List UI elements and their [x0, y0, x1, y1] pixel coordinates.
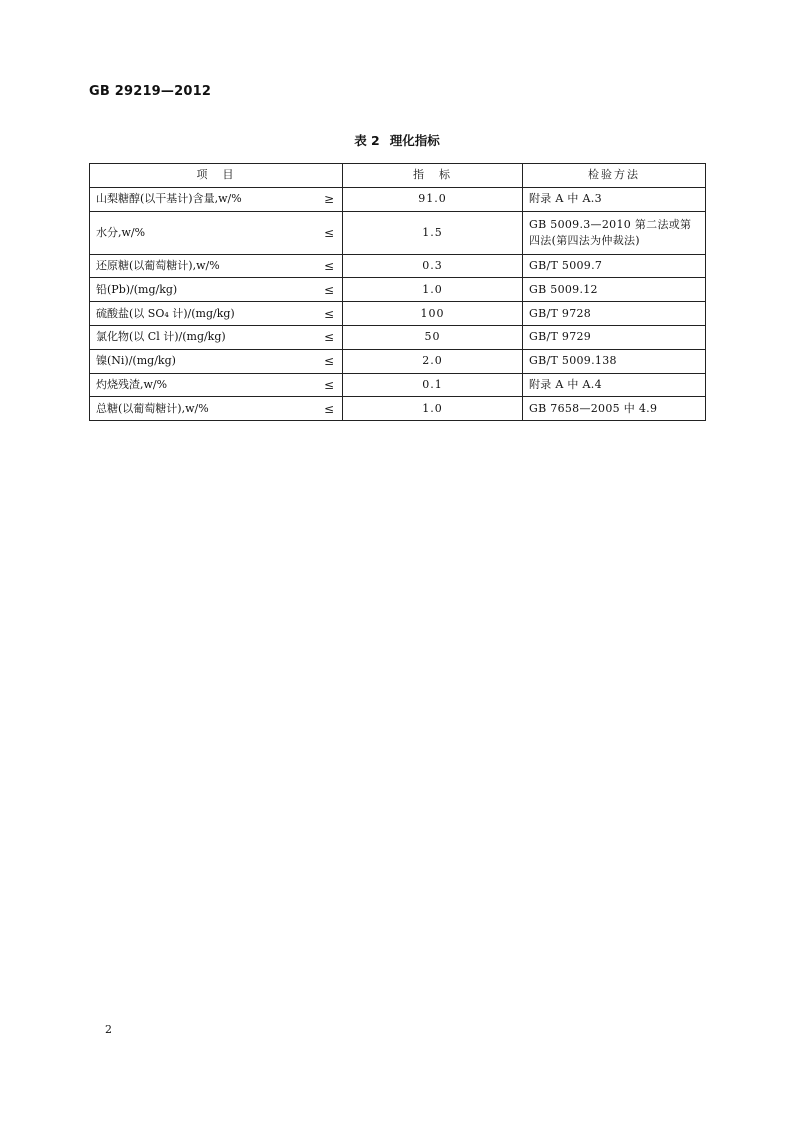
item-cell [90, 349, 343, 373]
item-name: 水分,w/% [96, 225, 146, 239]
item-cell [90, 187, 343, 211]
table-row [90, 278, 706, 302]
comparison-symbol: ≤ [323, 401, 334, 416]
value-cell: 0.3 [343, 254, 523, 278]
value-cell: 91.0 [343, 187, 523, 211]
method-cell: GB 5009.12 [523, 278, 706, 302]
item-cell [90, 397, 343, 421]
comparison-symbol: ≤ [323, 225, 334, 240]
item-name: 硫酸盐(以 SO₄ 计)/(mg/kg) [96, 306, 235, 320]
method-cell: GB/T 5009.138 [523, 349, 706, 373]
comparison-symbol: ≤ [323, 354, 334, 369]
page-number: 2 [105, 1023, 112, 1036]
item-cell [90, 278, 343, 302]
item-name: 总糖(以葡萄糖计),w/% [96, 401, 209, 415]
comparison-symbol: ≥ [323, 192, 334, 207]
item-cell [90, 211, 343, 254]
method-cell: GB 7658—2005 中 4.9 [523, 397, 706, 421]
method-cell: GB 5009.3—2010 第二法或第四法(第四法为仲裁法) [523, 211, 706, 254]
item-cell [90, 325, 343, 349]
item-name: 还原糖(以葡萄糖计),w/% [96, 258, 220, 272]
table-title-text: 理化指标 [389, 133, 440, 148]
table-row [90, 211, 706, 254]
header-method: 检验方法 [523, 164, 706, 188]
table-row [90, 349, 706, 373]
table-title-number: 表 2 [354, 133, 380, 148]
header-item: 项 目 [90, 164, 343, 188]
item-name: 灼烧残渣,w/% [96, 377, 168, 391]
header-value: 指 标 [343, 164, 523, 188]
table-row [90, 187, 706, 211]
document-code: GB 29219—2012 [89, 84, 212, 99]
item-cell [90, 254, 343, 278]
value-cell: 1.0 [343, 397, 523, 421]
method-cell: 附录 A 中 A.3 [523, 187, 706, 211]
item-name: 氯化物(以 Cl 计)/(mg/kg) [96, 330, 226, 344]
table-header-row [90, 164, 706, 188]
comparison-symbol: ≤ [323, 306, 334, 321]
item-cell [90, 373, 343, 397]
value-cell: 50 [343, 325, 523, 349]
table-row [90, 325, 706, 349]
table-row [90, 254, 706, 278]
comparison-symbol: ≤ [323, 258, 334, 273]
value-cell: 2.0 [343, 349, 523, 373]
method-cell: 附录 A 中 A.4 [523, 373, 706, 397]
item-name: 山梨糖醇(以干基计)含量,w/% [96, 192, 242, 206]
comparison-symbol: ≤ [323, 282, 334, 297]
table-row [90, 373, 706, 397]
comparison-symbol: ≤ [323, 377, 334, 392]
method-cell: GB/T 9728 [523, 302, 706, 326]
value-cell: 100 [343, 302, 523, 326]
table-title [0, 131, 794, 149]
item-cell [90, 302, 343, 326]
value-cell: 1.0 [343, 278, 523, 302]
method-cell: GB/T 5009.7 [523, 254, 706, 278]
value-cell: 0.1 [343, 373, 523, 397]
method-cell: GB/T 9729 [523, 325, 706, 349]
table-row [90, 302, 706, 326]
item-name: 铅(Pb)/(mg/kg) [96, 282, 178, 296]
table-row [90, 397, 706, 421]
comparison-symbol: ≤ [323, 330, 334, 345]
item-name: 镍(Ni)/(mg/kg) [96, 354, 176, 368]
value-cell: 1.5 [343, 211, 523, 254]
physicochemical-spec-table [89, 163, 706, 421]
